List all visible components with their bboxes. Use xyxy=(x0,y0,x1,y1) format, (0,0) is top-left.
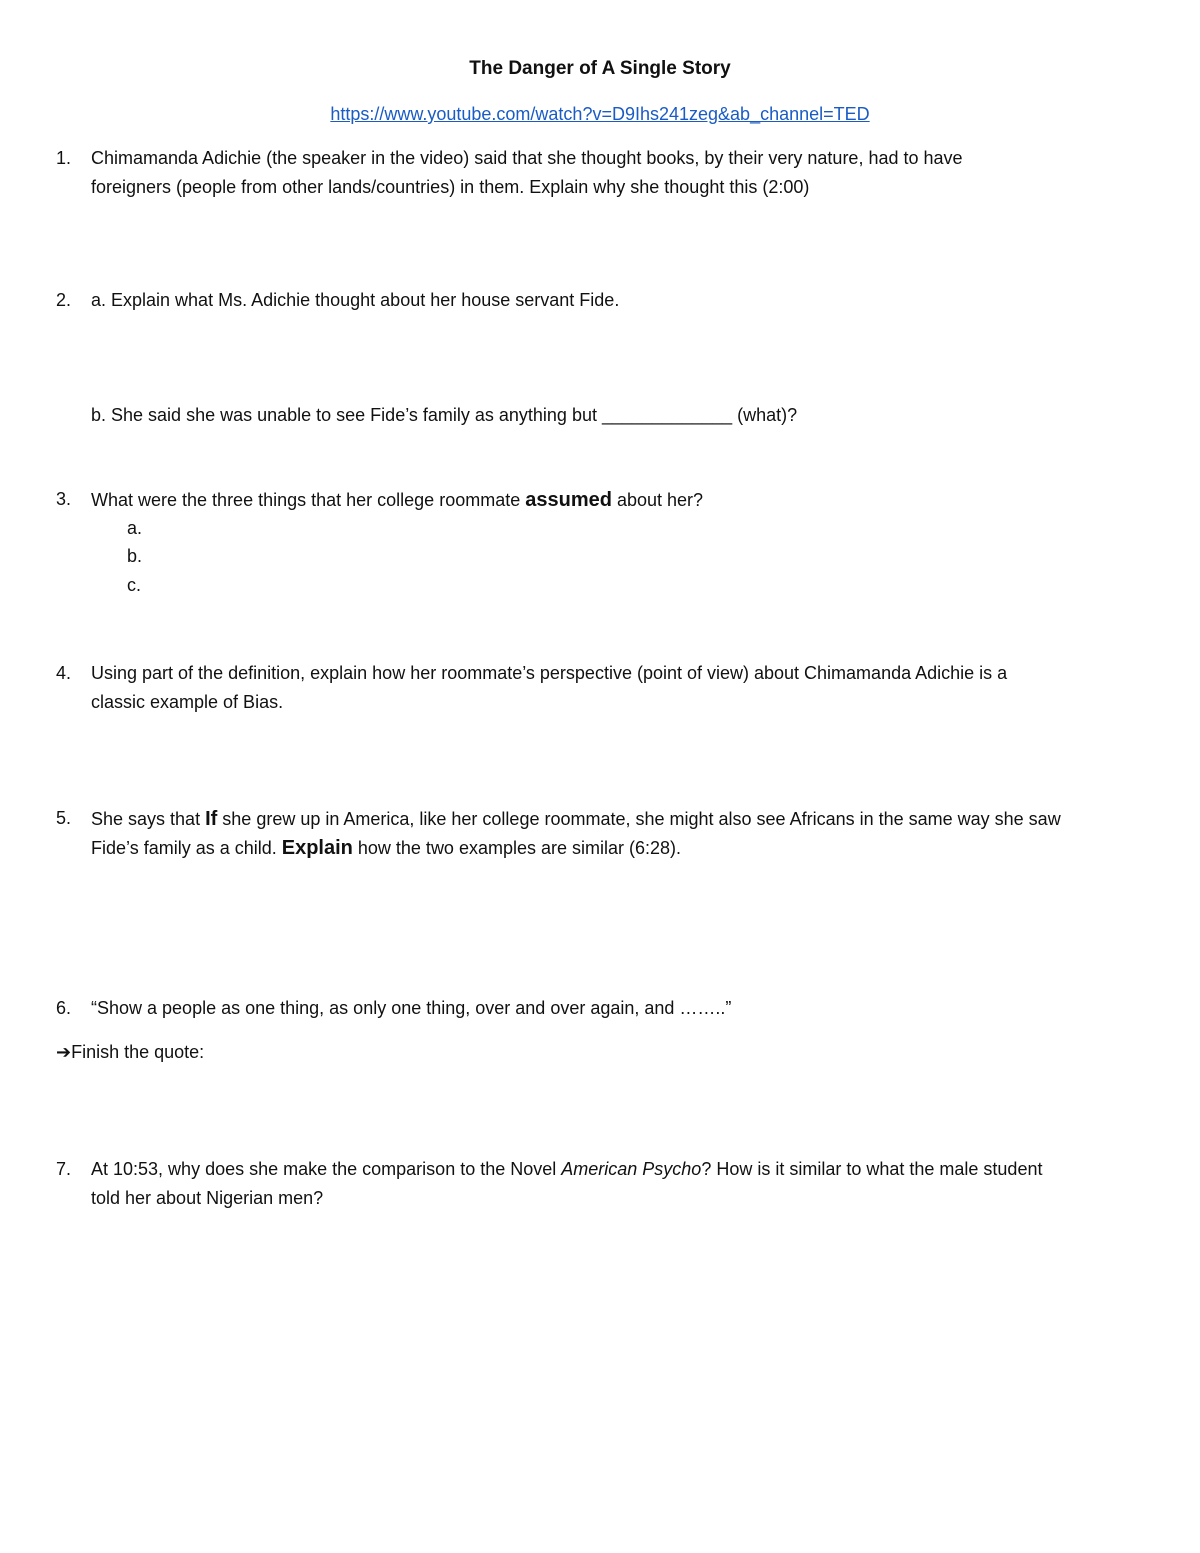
question-4-line-2: classic example of Bias. xyxy=(91,692,284,712)
arrow-icon: ➔ xyxy=(56,1042,72,1062)
question-3-option-a: a. xyxy=(127,518,143,538)
question-7-number: 7. xyxy=(56,1159,72,1179)
question-7-line-1 xyxy=(91,1159,1042,1180)
finish-quote-prompt xyxy=(56,1042,204,1063)
finish-quote-label: Finish the quote: xyxy=(71,1042,205,1062)
question-5-l1-before: She says that xyxy=(91,809,206,829)
page-title: The Danger of A Single Story xyxy=(469,58,731,79)
question-5-l2-after: how the two examples are similar (6:28). xyxy=(352,838,682,858)
question-3-text-after: about her? xyxy=(611,490,704,510)
question-3-text-before: What were the three things that her college roommate xyxy=(91,490,526,510)
question-2-number: 2. xyxy=(56,290,72,310)
question-5-l1-after: she grew up in America, like her college roommate, she might also see Africans in the same way she saw xyxy=(217,809,1061,829)
question-7-line-2: told her about Nigerian men? xyxy=(91,1188,324,1208)
question-5-explain-emphasis: Explain xyxy=(281,837,353,859)
question-1-number: 1. xyxy=(56,148,72,168)
question-7-l1-after: ? How is it similar to what the male student xyxy=(701,1159,1043,1179)
question-3-text xyxy=(91,489,703,512)
question-1-line-1: Chimamanda Adichie (the speaker in the video) said that she thought books, by their very nature, had to have xyxy=(91,148,963,168)
question-4-number: 4. xyxy=(56,663,72,683)
question-5-line-1 xyxy=(91,808,1061,831)
question-3-emphasis: assumed xyxy=(525,489,612,511)
question-2-part-a: a. Explain what Ms. Adichie thought about her house servant Fide. xyxy=(91,290,620,310)
question-4-line-1: Using part of the definition, explain how her roommate’s perspective (point of view) about Chimamanda Adichie is a xyxy=(91,663,1008,683)
question-5-if-emphasis: If xyxy=(205,808,218,830)
question-5-line-2 xyxy=(91,837,681,860)
question-7-novel-title: American Psycho xyxy=(561,1159,702,1179)
question-3-option-b: b. xyxy=(127,546,143,566)
question-3-number: 3. xyxy=(56,489,72,509)
question-6-quote: “Show a people as one thing, as only one thing, over and over again, and ……..” xyxy=(91,998,732,1018)
question-5-number: 5. xyxy=(56,808,72,828)
question-2-part-b: b. She said she was unable to see Fide’s family as anything but _____________ (what)? xyxy=(91,405,798,425)
question-3-option-c: c. xyxy=(127,575,142,595)
question-6-number: 6. xyxy=(56,998,72,1018)
question-5-l2-before: Fide’s family as a child. xyxy=(91,838,282,858)
video-link[interactable]: https://www.youtube.com/watch?v=D9Ihs241zeg&ab_channel=TED xyxy=(330,104,870,124)
question-7-l1-before: At 10:53, why does she make the comparison to the Novel xyxy=(91,1159,562,1179)
question-1-line-2: foreigners (people from other lands/countries) in them. Explain why she thought this (2:00) xyxy=(91,177,810,197)
